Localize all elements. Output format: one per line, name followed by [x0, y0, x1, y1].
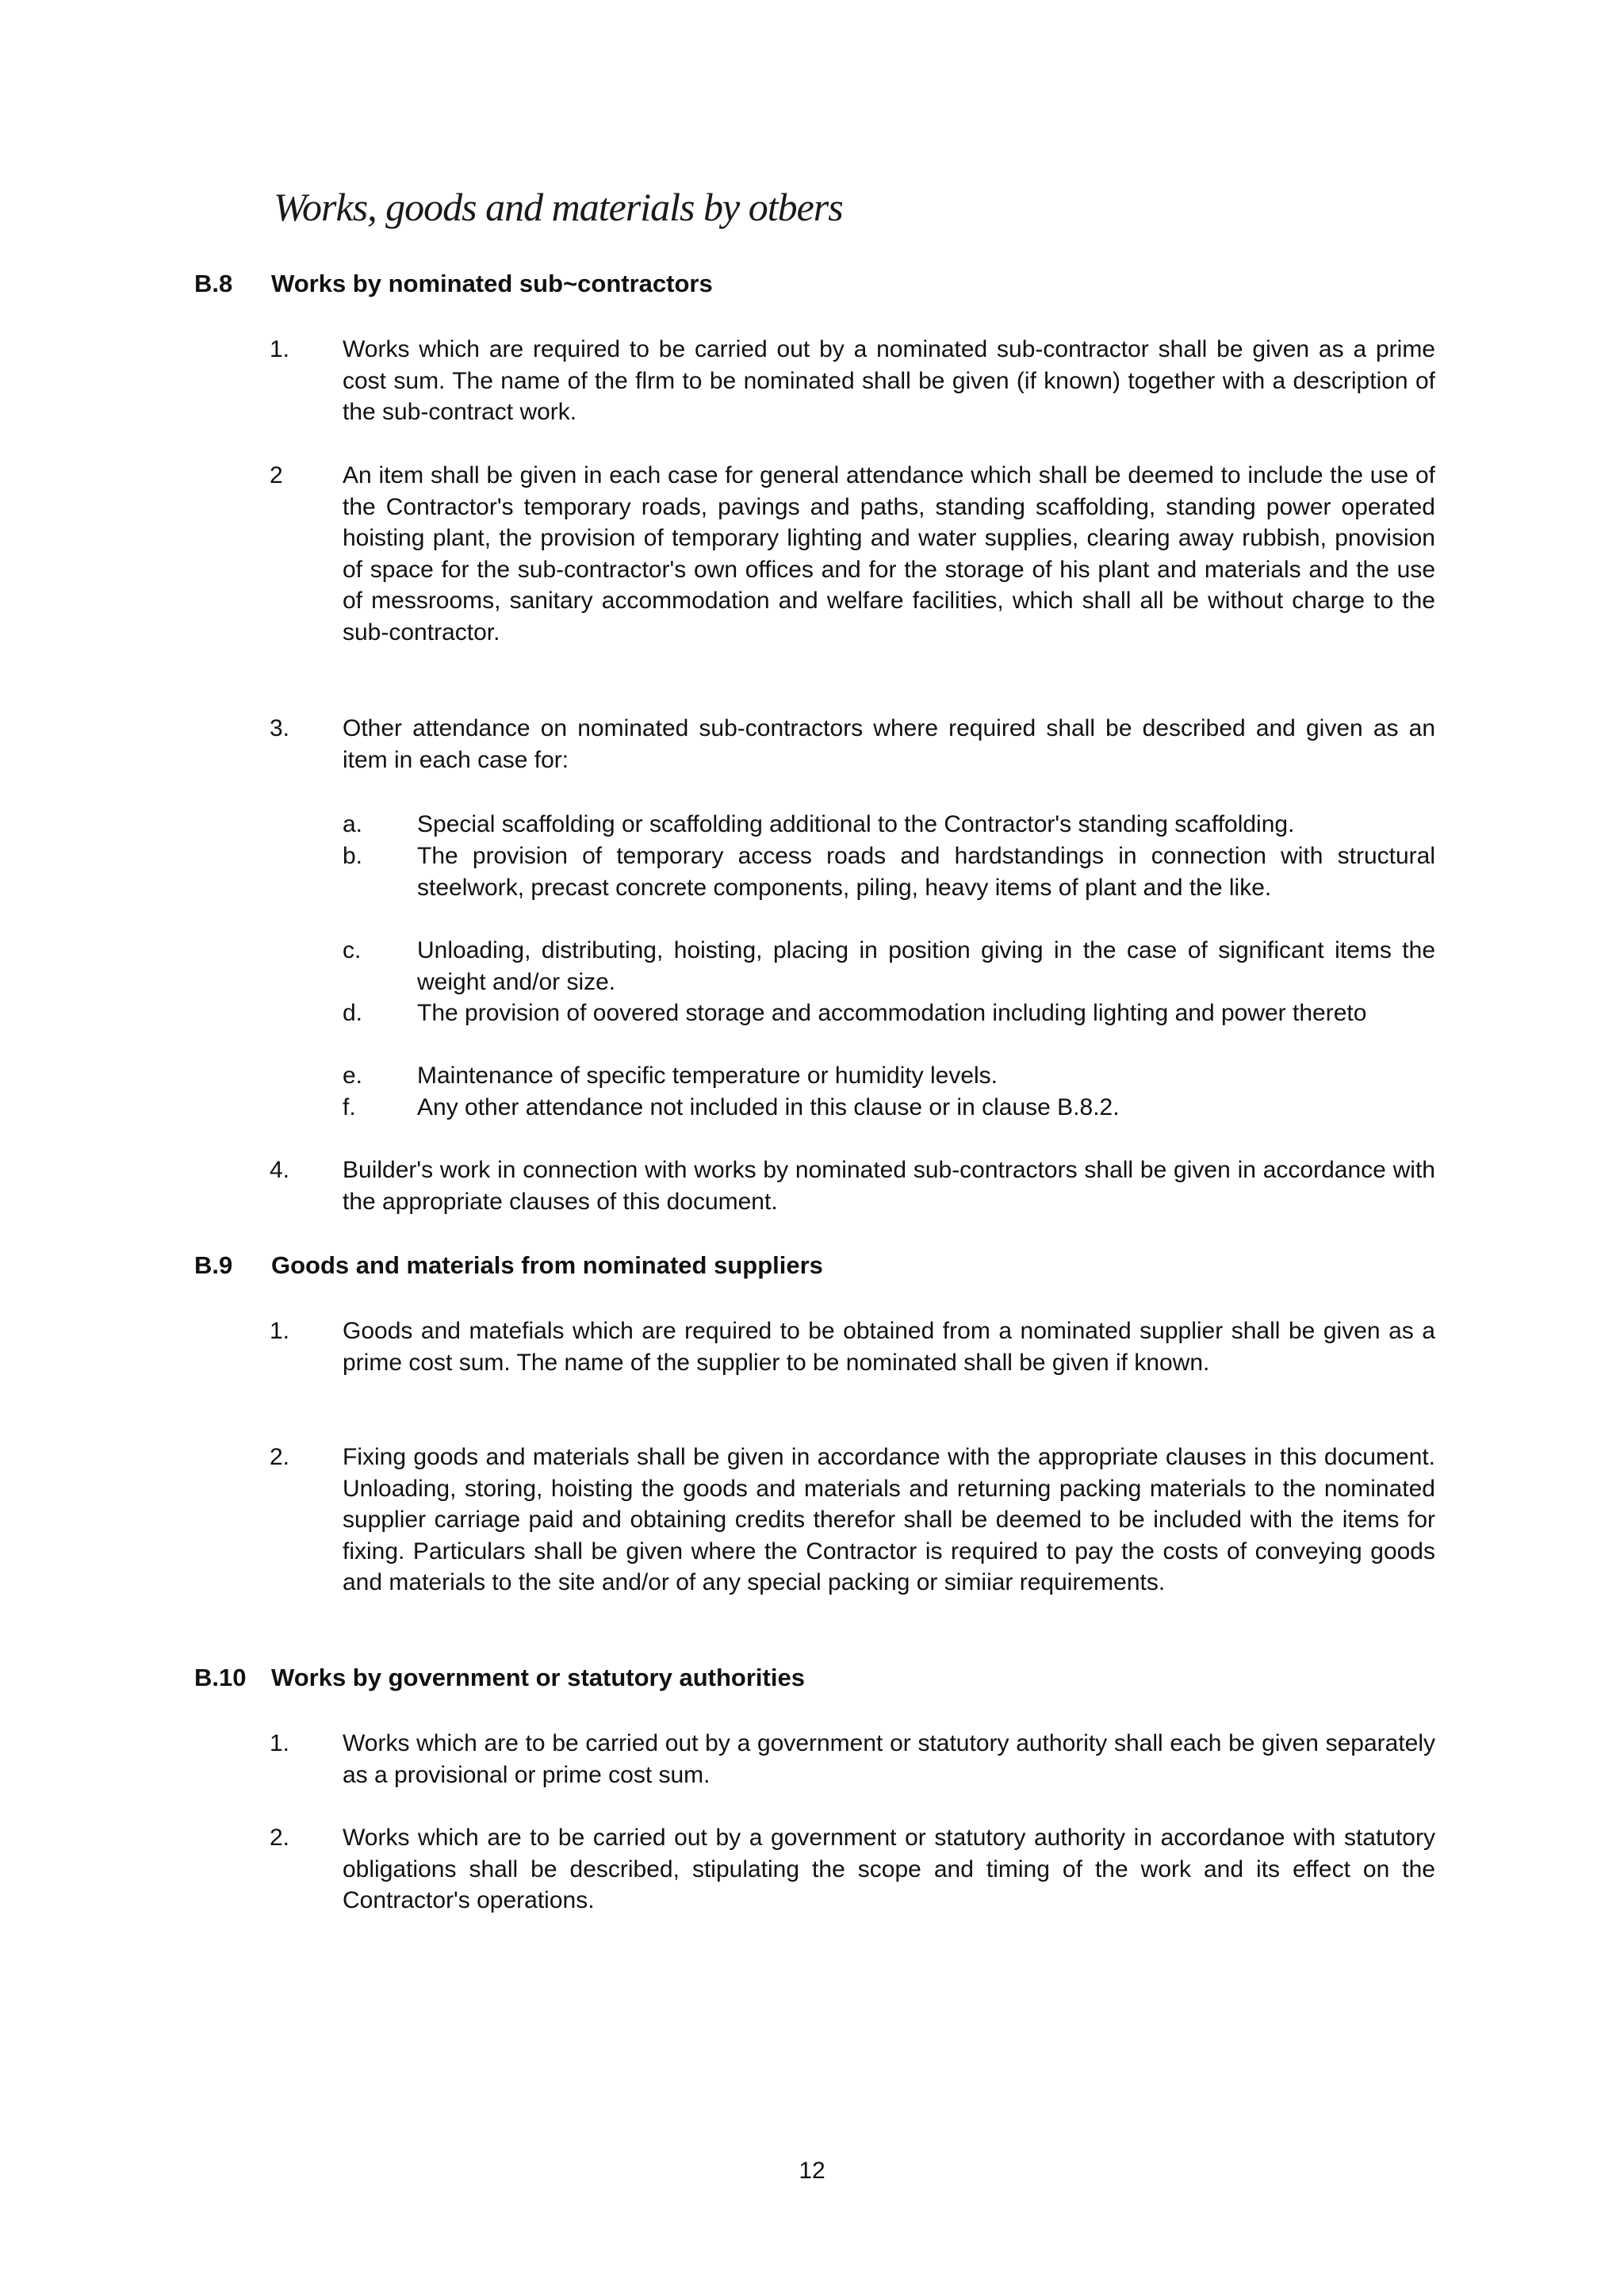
clause-b9-2 [270, 1442, 1435, 1599]
clause-text: Other attendance on nominated sub-contractors where required shall be described and given as an item in each case for: [343, 715, 1435, 773]
subclause-letter: e. [343, 1063, 363, 1089]
clause-b10-2 [270, 1822, 1435, 1917]
clause-b8-1 [270, 334, 1435, 428]
subclause-text: Special scaffolding or scaffolding additional to the Contractor's standing scaffolding. [417, 811, 1295, 837]
section-number: B.10 [194, 1664, 247, 1691]
section-title: Goods and materials from nominated suppliers [271, 1251, 823, 1279]
clause-b9-1 [270, 1316, 1435, 1378]
clause-number: 2 [270, 462, 283, 488]
section-heading-b8 [194, 268, 1447, 300]
clause-number: 1. [270, 1318, 290, 1344]
clause-text: Works which are to be carried out by a government or statutory authority in accordanoe with statutory obligations shall be described, stipulating the scope and timing of the work and its effect on the Contractor's operations. [343, 1825, 1435, 1913]
subclause-b8-3a [343, 809, 1435, 841]
clause-number: 3. [270, 715, 290, 741]
section-heading-b10 [194, 1662, 1447, 1694]
subclause-text: Unloading, distributing, hoisting, placing in position giving in the case of significant items the weight and/or size. [417, 937, 1435, 995]
subclause-b8-3b [343, 841, 1435, 903]
section-number: B.8 [194, 270, 233, 297]
subclause-letter: b. [343, 843, 363, 869]
clause-number: 1. [270, 336, 290, 362]
clause-text: Works which are required to be carried out by a nominated sub-contractor shall be given as a prime cost sum. The name of the flrm to be nominated shall be given (if known) together with a description of the sub-contract work. [343, 336, 1435, 425]
clause-number: 2. [270, 1444, 290, 1470]
subclause-b8-3e [343, 1060, 1435, 1092]
subclause-letter: a. [343, 811, 363, 837]
clause-b8-4 [270, 1155, 1435, 1217]
subclause-text: Any other attendance not included in this clause or in clause B.8.2. [417, 1094, 1120, 1120]
subclause-b8-3f [343, 1092, 1435, 1124]
subclause-letter: c. [343, 937, 362, 963]
subclause-letter: f. [343, 1094, 356, 1120]
clause-text: Builder's work in connection with works by nominated sub-contractors shall be given in accordance with the appropriate clauses of this document. [343, 1157, 1435, 1215]
subclause-text: The provision of oovered storage and accommodation including lighting and power thereto [417, 1000, 1367, 1026]
subclause-b8-3d [343, 998, 1435, 1029]
subclause-text: Maintenance of specific temperature or humidity levels. [417, 1063, 998, 1089]
clause-number: 2. [270, 1825, 290, 1851]
page-number: 12 [799, 2158, 825, 2184]
section-heading-b9 [194, 1250, 1447, 1281]
subclause-text: The provision of temporary access roads and hardstandings in connection with structural steelwork, precast concrete components, piling, heavy items of plant and the like. [417, 843, 1435, 901]
page-heading: Works, goods and materials by otbers [274, 185, 843, 229]
clause-b8-2 [270, 460, 1435, 648]
clause-text: Works which are to be carried out by a government or statutory authority shall each be given separately as a provisional or prime cost sum. [343, 1730, 1435, 1788]
clause-b8-3 [270, 713, 1435, 776]
section-title: Works by nominated sub~contractors [271, 270, 713, 297]
clause-text: An item shall be given in each case for general attendance which shall be deemed to include the use of the Contractor's temporary roads, pavings and paths, standing scaffolding, standing power operated hoisting plant, the provision of temporary lighting and water supplies, clearing away rubbish, pnovision of space for the sub-contractor's own offices and for the storage of his plant and materials and the use of messrooms, sanitary accommodation and welfare facilities, which shall all be without charge to the sub-contractor. [343, 462, 1435, 645]
clause-number: 4. [270, 1157, 290, 1183]
clause-text: Fixing goods and materials shall be given in accordance with the appropriate clauses in this document. Unloading, storing, hoisting the goods and materials and returning packing materials to the nominated supplier carriage paid and obtaining credits therefor shall be deemed to be included with the items for fixing. Particulars shall be given where the Contractor is required to pay the costs of conveying goods and materials to the site and/or of any special packing or simiiar requirements. [343, 1444, 1435, 1595]
clause-number: 1. [270, 1730, 290, 1756]
clause-b10-1 [270, 1728, 1435, 1790]
clause-text: Goods and matefials which are required to be obtained from a nominated supplier shall be given as a prime cost sum. The name of the supplier to be nominated shall be given if known. [343, 1318, 1435, 1376]
subclause-letter: d. [343, 1000, 363, 1026]
section-title: Works by government or statutory authorities [271, 1664, 805, 1691]
section-number: B.9 [194, 1251, 233, 1279]
subclause-b8-3c [343, 935, 1435, 998]
